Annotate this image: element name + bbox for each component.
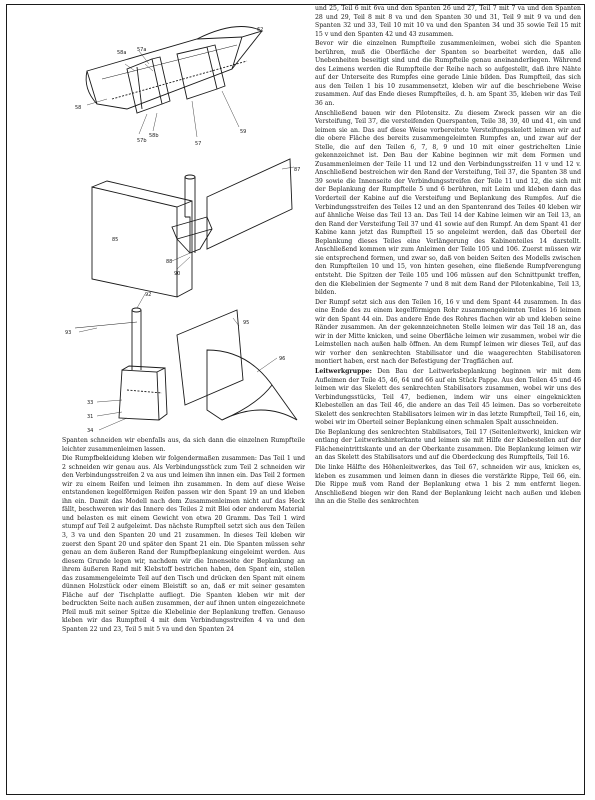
wing-label: 57 [195, 141, 202, 147]
keel-label: 93 [65, 330, 72, 336]
paragraph: Leitwerkgruppe: Den Bau der Leitwerksbeplankung beginnen wir mit dem Aufleimen der Teile 45, 46, 64 und 66 auf ein Stück Pappe. Aus den Teilen 45 und 46 leimen wir das Skelett des senkrechten Stabilisators zusammen, wobei wir uns des Verbindungsstücks, Teil 47, bedienen, indem wir uns einer eingeknickten Klebestellen an das Teil 46, die andere an das Teil 45 leimen. Das so vorbereitete Skelett des senkrechten Stabilisators leimen wir in das letzte Rumpfteil, Teil 16, ein, wobei wir im Oberteil seiner Beplankung einen schmalen Spalt ausschneiden. [315, 367, 581, 427]
keel-label: 96 [279, 356, 286, 362]
paragraph: Die Rumpfbekleidung kleben wir folgendermaßen zusammen: Das Teil 1 und 2 schneiden wir genau aus. Als Verbindungsstück zum Teil 2 schneiden wir den Verbindungsstreifen 2 va aus und leimen ihn innen ein. Das Teil 2 formen wir zu einem Reifen und leimen ihn zusammen. In dem auf diese Weise entstandenen kegelförmigen Reifen passen wir den Spant 19 an und kleben ihn ein. Damit das Modell nach dem Zusammenleimen nicht auf das Heck fällt, beschweren wir das Innere des Teiles 2 mit Blei oder anderem Material und belasten es mit einem Gewicht von etwa 20 Gramm. Das Teil 1 wird stumpf auf Teil 2 aufgeleimt. Das nächste Rumpfteil setzt sich aus den Teilen 3, 3 va und den Spanten 20 und 21 zusammen. In dieses Teil kleben wir zuerst den Spant 20 und später den Spant 21 ein. Die Spanten müssen sehr genau an dem äußeren Rand der Rumpfbeplankung eingeleimt werden. Aus diesem Grunde legen wir, nachdem wir die Innenseite der Beplankung an ihrem äußeren Rand mit Klebstoff bestrichen haben, den Spant ein, stellen das zusammengeleimte Teil auf den Tisch und drücken den Spant mit einem dünnen Holzstück oder einem Bleistift so an, daß er mit seiner gesamten Fläche auf der Tischplatte aufliegt. Die Spanten kleben wir mit der bedruckten Seite nach außen zusammen, der auf ihnen unten eingezeichnete Pfeil muß mit seiner Spitze die Klebelinie der Beplankung treffen. Genauso kleben wir das Rumpfteil 4 mit dem Verbindungsstreifen 4 va und den Spanten 22 und 23, Teil 5 mit 5 va und den Spanten 24 [62, 455, 305, 634]
paragraph: Die linke Hälfte des Höhenleitwerkes, das Teil 67, schneiden wir aus, knicken es, kleben es zusammen und leimen dann in dieses die verstärkte Rippe, Teil 66, ein. Die Rippe muß vom Rand der Beplankung etwa 1 bis 2 mm entfernt liegen. Anschließend biegen wir den Rand der Beplankung leicht nach außen und kleben ihn an die Stelle des senkrechten [315, 463, 581, 506]
fuselage-panel-figure [82, 157, 307, 307]
wing-label: 62 [257, 27, 264, 33]
keel-label: 31 [87, 414, 94, 420]
keel-assembly-figure [57, 290, 307, 440]
paragraph: Die Beplankung des senkrechten Stabilisators, Teil 17 (Seitenleitwerk), knicken wir entlang der Leitwerkshinterkante und leimen sie mit Hilfe der Klebestellen auf der Flächeneintrittskante und an der Oberkante zusammen. Die Beplankung leimen wir an das Skelett des Stabilisators und auf die Oberdeckung des Rumpfteils, Teil 16. [315, 428, 581, 462]
wing-label: 59 [240, 129, 247, 135]
section-heading: Leitwerkgruppe: [315, 367, 372, 375]
keel-label: 95 [243, 320, 250, 326]
panel-label: 87 [294, 167, 301, 173]
keel-label: 33 [87, 400, 94, 406]
panel-label: 88 [166, 259, 173, 265]
keel-label: 34 [87, 428, 94, 434]
keel-label: 92 [145, 292, 152, 298]
wing-label: 58b [149, 133, 159, 139]
paragraph: Der Rumpf setzt sich aus den Teilen 16, 16 v und dem Spant 44 zusammen. In das eine Ende des zu einem kegelförmigen Rohr zusammengeleimten Teiles 16 leimen wir den Spant 44 ein. Das andere Ende des Rohres flachen wir ab und kleben seine Ränder zusammen. An der gekennzeichneten Stelle leimen wir das Teil 18 an, das wir in der Mitte knicken, und seine Oberfläche leimen wir zusammen, wobei wir die Leimstellen nach außen halb öffnen. An dem Rumpf leimen wir dieses Teil, auf das wir vorher den senkrechten Stabilisator und die waagerechten Stabilisatoren montiert haben, erst nach der Befestigung der Tragflächen auf. [315, 298, 581, 366]
document-page [6, 4, 585, 795]
left-text-column [62, 437, 305, 792]
wing-label: 58a [117, 50, 127, 56]
paragraph: Bevor wir die einzelnen Rumpfteile zusammenleimen, wobei sich die Spanten berühren, muß die Oberfläche der Spanten so bearbeitet werden, daß alle Unebenheiten beseitigt sind und die Rumpfteile genau aneinanderliegen. Während des Leimens werden die Rumpfteile der Reihe nach so aufgestellt, daß ihre Nähte auf der Unterseite des Rumpfes eine gerade Linie bilden. Das Rumpfteil, das sich aus den Teilen 1 bis 10 zusammensetzt, kleben wir auf die beschriebene Weise zusammen. Auf das Ende dieses Rumpfteiles, d. h. am Spant 35, kleben wir das Teil 36 an. [315, 40, 581, 108]
wing-label: 57a [137, 47, 147, 53]
paragraph: Anschließend bauen wir den Pilotensitz. Zu diesem Zweck passen wir an die Versteifung, Teil 37, die versteifenden Querspanten, Teile 38, 39, 40 und 41, ein und leimen sie an. Das auf diese Weise vorbereitete Versteifungsskelett leimen wir auf die obere Fläche des bereits zusammengeleimten Rumpfes an, und zwar auf der Stelle, die auf den Teilen 6, 7, 8, 9 und 10 mit einer gestrichelten Linie gekennzeichnet ist. Den Bau der Kabine beginnen wir mit dem Formen und Zusammenleimen der Teile 11 und 12 und den Verbindungsstreifen 11 v und 12 v. Anschließend bestreichen wir den Rand der Versteifung, Teil 37, die Spanten 38 und 39 sowie die Innenseite der Verbindungsstreifen der Teile 11 und 12, die sich mit der Beplankung der Rumpfteile 5 und 6 berühren, mit Leim und kleben dann das Vorderteil der Kabine auf die Versteifung und Beplankung des Rumpfes. Auf die Verbindungsstreifen des Teiles 12 und an den Spantenrand des Teiles 40 kleben wir auf ähnliche Weise das Teil 13 an. Das Teil 14 der Kabine leimen wir an Teil 13, an den Rand der Versteifung Teil 37 und 41 sowie auf den Rumpf. An dem Spant 41 der Kabine kann jetzt das Rumpfteil 15 so angeleimt werden, daß das Oberteil der Beplankung dieses Teiles eine Verlängerung des Kabinenteiles 14 darstellt. Anschließend kommen wir zum Anleimen der Teile 105 und 106. Zuerst müssen wir sie entsprechend formen, und zwar so, daß von beiden Seiten des Modells zwischen den Rumpfteilen 10 und 15, von hinten gesehen, eine fließende Rumpfverengung entsteht. Die Spitzen der Teile 105 und 106 müssen auf den Schnittpunkt treffen, den die Klebelinien der Segmente 7 und 8 mit dem Rand der Pilotenkabine, Teil 13, bilden. [315, 109, 581, 297]
wing-label: 57b [137, 138, 147, 144]
paragraph: und 25, Teil 6 mit 6va und den Spanten 26 und 27, Teil 7 mit 7 va und den Spanten 28 und 29, Teil 8 mit 8 va und den Spanten 30 und 31, Teil 9 mit 9 va und den Spanten 32 und 33, Teil 10 mit 10 va und den Spanten 34 und 35 sowie Teil 15 mit 15 v und den Spanten 42 und 43 zusammen. [315, 5, 581, 38]
wing-label: 58 [75, 105, 82, 111]
panel-label: 90 [174, 271, 181, 277]
right-text-column [315, 5, 581, 792]
panel-label: 85 [112, 237, 119, 243]
paragraph: Spanten schneiden wir ebenfalls aus, da sich dann die einzelnen Rumpfteile leichter zusammenleimen lassen. [62, 437, 305, 453]
wing-part-figure [57, 9, 307, 159]
